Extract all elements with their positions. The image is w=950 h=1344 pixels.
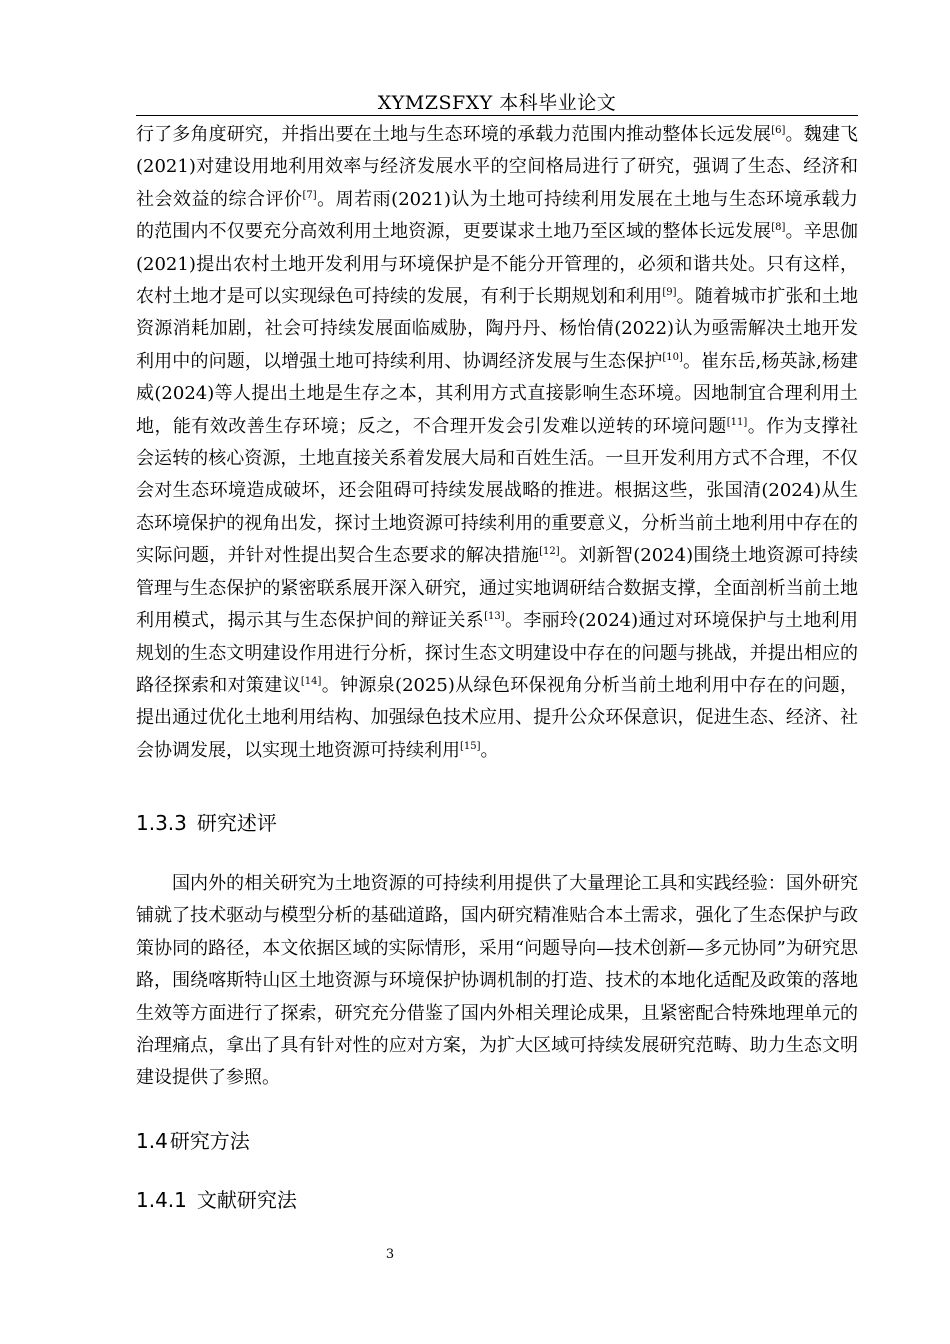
page-number: 3 [385,1247,395,1262]
citation-ref: [14] [300,675,322,687]
citation-ref: [6] [771,125,786,136]
paragraph-text: 。李丽玲(2024)通过对环境保护与土地利用规划的生态文明建设作用进行分析，探讨生态文明建设中存在的问题与挑战，并提出相应的路径探索和对策建议 [136,610,859,696]
section-title: 文献研究法 [196,1188,297,1212]
section-heading-1-3-3 [136,807,277,836]
citation-ref: [13] [484,611,505,623]
citation-ref: [8] [771,222,786,234]
paragraph-text: 。刘新智(2024)围绕土地资源可持续管理与生态保护的紧密联系展开深入研究，通过实地调研结合数据支撑，全面剖析当前土地利用模式，揭示其与生态保护间的辩证关系 [136,545,858,632]
section-title: 研究方法 [169,1129,250,1153]
section-heading-1-4 [136,1125,250,1154]
paragraph-text: 。钟源泉(2025)从绿色环保视角分析当前土地利用中存在的问题，提出通过优化土地利用结构、加强绿色技术应用、提升公众环保意识，促进生态、经济、社会协调发展，以实现土地资源可持续利用 [136,674,858,761]
running-header: XYMZSFXY 本科毕业论文 [377,92,617,114]
section-number: 1.4.1 [136,1188,187,1212]
section-number: 1.4 [136,1129,168,1153]
header-rule [136,115,858,116]
review-paragraph: 国内外的相关研究为土地资源的可持续利用提供了大量理论工具和实践经验：国外研究铺就了技术驱动与模型分析的基础道路，国内研究精准贴合本土需求，强化了生态保护与政策协同的路径，本文依据区域的实际情形，采用“问题导向—技术创新—多元协同”为研究思路，围绕喀斯特山区土地资源与环境保护协调机制的打造、技术的本地化适配及政策的落地生效等方面进行了探索，研究充分借鉴了国内外相关理论成果，且紧密配合特殊地理单元的治理痛点，拿出了具有针对性的应对方案，为扩大区域可持续发展研究范畴、助力生态文明建设提供了参照。 [136,873,858,1089]
paragraph-text: 。随着城市扩张和土地资源消耗加剧，社会可持续发展面临威胁，陶丹丹、杨怡倩(2022)认为亟需解决土地开发利用中的问题，以增强土地可持续利用、协调经济发展与生态保护 [136,286,859,372]
page-body [136,119,859,1212]
section-number: 1.3.3 [136,811,187,835]
paragraph-text: 。 [480,739,499,761]
paragraph-text: 。周若雨(2021)认为土地可持续利用发展在土地与生态环境承载力的范围内不仅要充分高效利用土地资源，更要谋求土地乃至区域的整体长远发展 [136,188,858,243]
body-paragraph-1 [136,119,858,767]
paragraph-text: 。辛思伽(2021)提出农村土地开发利用与环境保护是不能分开管理的，必须和谐共处。只有这样，农村土地才是可以实现绿色可持续的发展，有利于长期规划和利用 [136,221,859,308]
citation-ref: [11] [726,416,748,428]
paragraph-text: 行了多角度研究，并指出要在土地与生态环境的承载力范围内推动整体长远发展 [136,124,772,145]
section-title: 研究述评 [196,811,277,835]
section-heading-1-4-1 [136,1184,297,1213]
citation-ref: [7] [302,189,317,201]
citation-ref: [12] [539,546,560,558]
citation-ref: [15] [460,740,481,752]
citation-ref: [10] [662,351,683,363]
paragraph-text: 。魏建飞(2021)对建设用地利用效率与经济发展水平的空间格局进行了研究，强调了生态、经济和社会效益的综合评价 [136,124,859,210]
paragraph-text: 。作为支撑社会运转的核心资源，土地直接关系着发展大局和百姓生活。一旦开发利用方式不合理，不仅会对生态环境造成破坏，还会阻碍可持续发展战略的推进。根据这些，张国清(2024)从生态环境保护的视角出发，探讨土地资源可持续利用的重要意义，分析当前土地利用中存在的实际问题，并针对性提出契合生态要求的解决措施 [136,415,859,567]
citation-ref: [9] [662,287,677,299]
paragraph-text: 。崔东岳,杨英詠,杨建威(2024)等人提出土地是生存之本，其利用方式直接影响生态环境。因地制宜合理利用土地，能有效改善生存环境；反之，不合理开发会引发难以逆转的环境问题 [136,350,858,437]
